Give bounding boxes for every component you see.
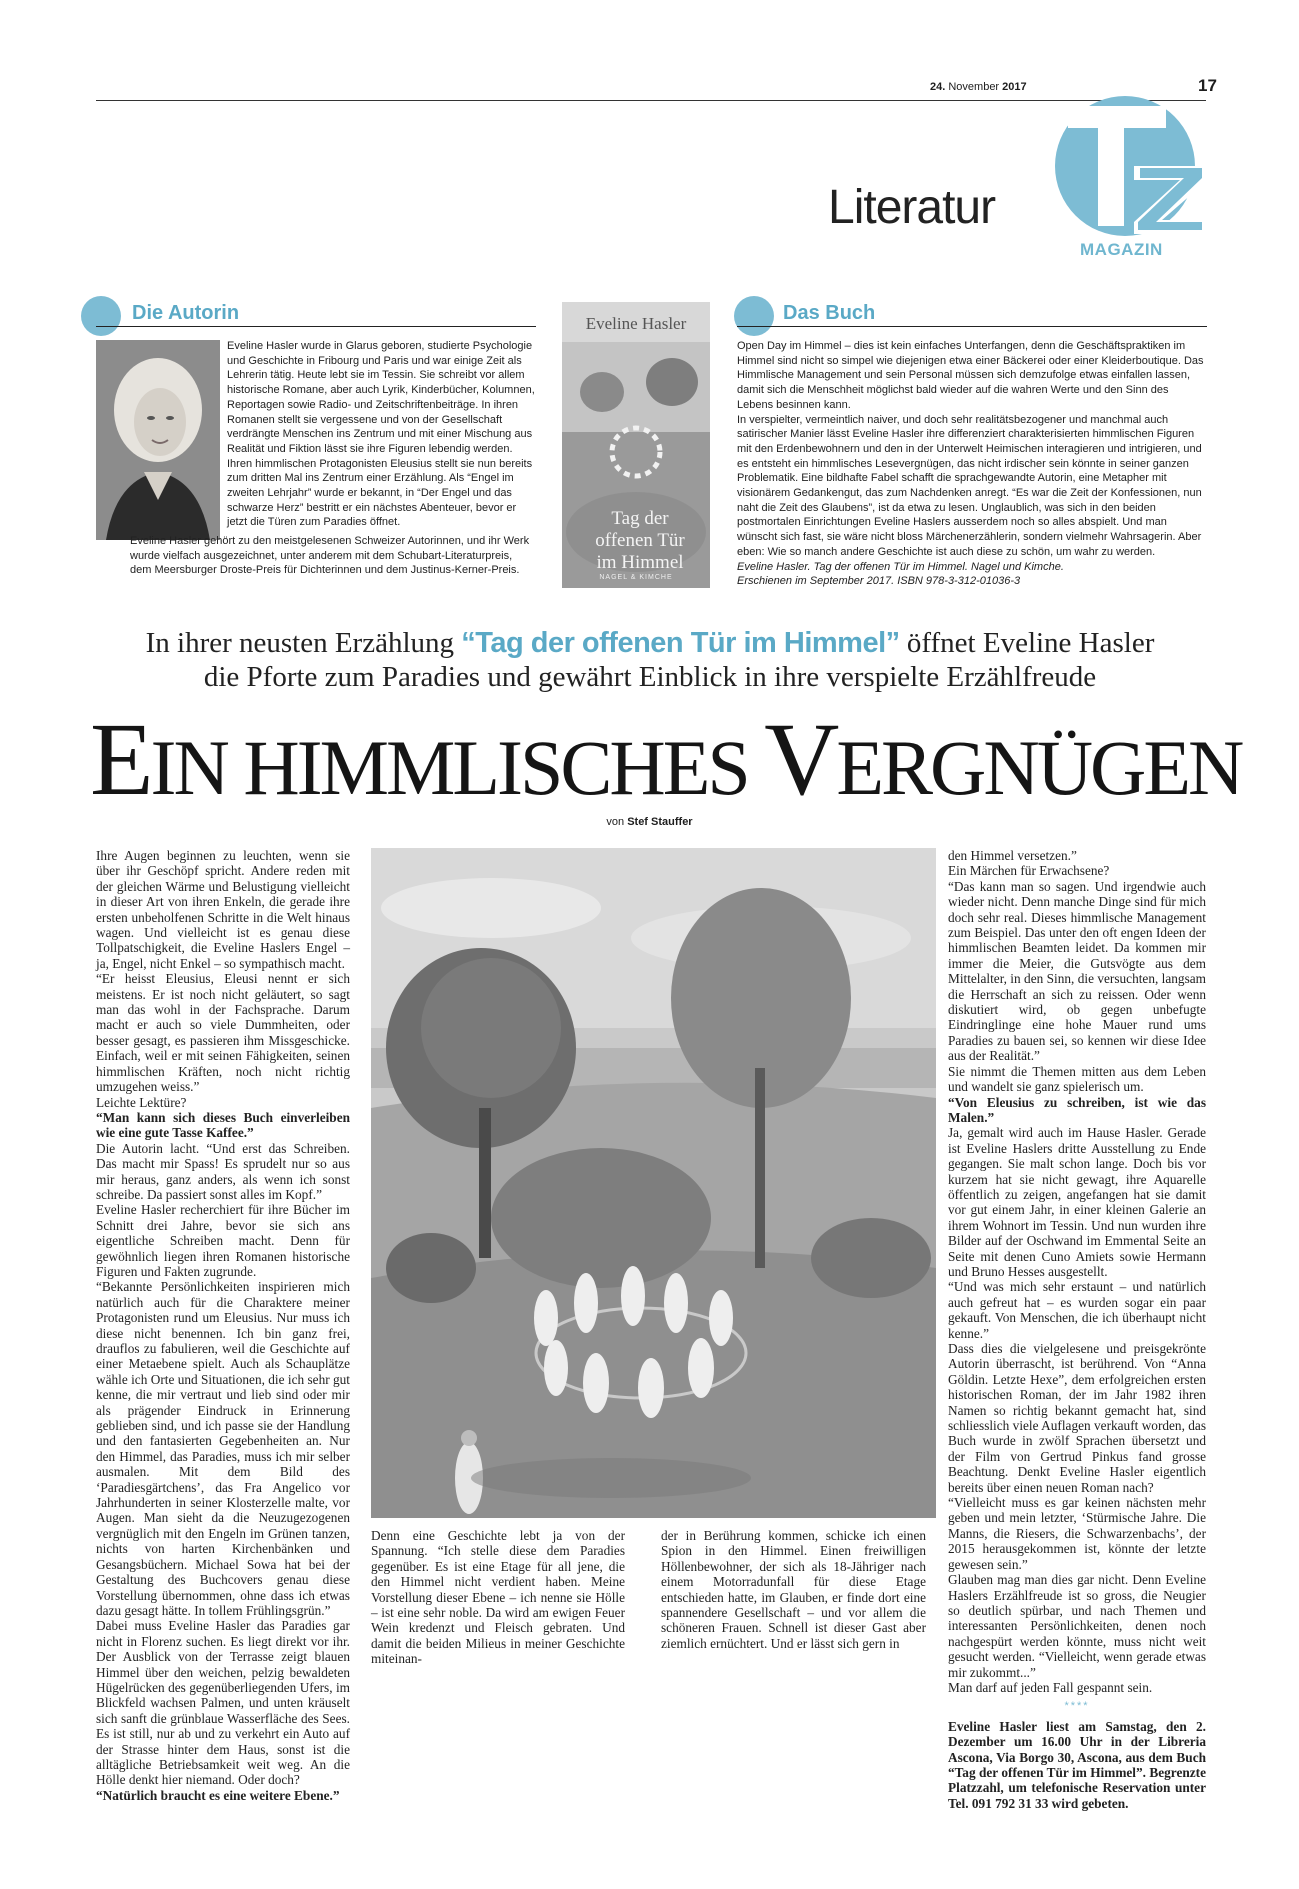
author-box-rule bbox=[96, 326, 536, 327]
paradise-painting bbox=[371, 848, 936, 1518]
book-cover-publisher: NAGEL & KIMCHE bbox=[599, 574, 673, 581]
section-title: Literatur bbox=[828, 181, 996, 234]
article-deck: In ihrer neusten Erzählung “Tag der offenen Tür im Himmel” öffnet Eveline Hasler die Pforte zum Paradies und gewährt Einblick in ihre verspielte Erzählfreude bbox=[145, 627, 1155, 693]
book-box-title: Das Buch bbox=[783, 302, 876, 324]
author-box-title: Die Autorin bbox=[132, 302, 240, 324]
article-headline: EIN HIMMLISCHES VERGNÜGEN bbox=[90, 702, 1242, 817]
issue-date: 24. November 2017 bbox=[930, 81, 1027, 93]
article-column-2: Denn eine Geschichte lebt ja von der Spannung. “Ich stelle diese dem Paradies gegenüber. Es ist eine Etage für all jene, die den Himmel nicht verdient haben. Meine Vorstellung dieser Ebene – ich nenne sie Hölle – ist eine sehr noble. Da wird am ewigen Feuer Wein kredenzt und Fleisch gebraten. Und damit die beiden Milieus in meiner Geschichte miteinan- bbox=[371, 1528, 625, 1667]
page-number: 17 bbox=[1198, 76, 1217, 95]
book-cover-author: Eveline Hasler bbox=[585, 314, 687, 333]
logo-magazin-label: MAGAZIN bbox=[1080, 240, 1163, 259]
article-column-3: der in Berührung kommen, schicke ich einen Spion in den Himmel. Einen freiwilligen Höllenbewohner, der sich als 18-Jähriger nach einem Motorradunfall für diese Etage entschieden hatte, im Glauben, er finde dort eine spannendere Gesellschaft – und vor allem die schöneren Frauen. Schnell ist dieser Gast aber ziemlich ernüchtert. Und er lässt sich gern in bbox=[661, 1528, 926, 1651]
section-stars: **** bbox=[1064, 1700, 1090, 1713]
article-column-4: den Himmel versetzen.” Ein Märchen für Erwachsene? “Das kann man so sagen. Und irgendwie auch wieder nicht. Denn manche Dinge sind für mich doch sehr real. Dieses himmlische Management zum Beispiel. Das unter den oft engen Ideen der himmlischen Beamten leidet. Da kommen mir immer die Meier, die Gutsvögte aus dem Mittelalter, in den Sinn, die versuchten, langsam die Herrschaft an sich zu reissen. Oder wenn diskutiert wird, ob gegen unbefugte Eindringlinge eine hohe Mauer rund ums Paradies zu bauen sei, so kennen wir diese Idee aus der Realität.” Sie nimmt die Themen mitten aus dem Leben und wandelt sie ganz spielerisch um. “Von Eleusius zu schreiben, ist wie das Malen.” Ja, gemalt wird auch im Hause Hasler. Gerade ist Eveline Haslers dritte Ausstellung zu Ende gegangen. Sie malt schon lange. Doch bis vor kurzem hat sie nicht gewagt, ihre Aquarelle öffentlich zu zeigen, angefangen hat sie damit vor gut einem Jahr, in einer kleinen Galerie an ihrem Wohnort im Tessin. Und nun wurden ihre Bilder auf der Oschwand im Emmental Seite an Seite mit denen Cuno Amiets sowie Hermann und Bruno Hesses ausgestellt. “Und was mich sehr erstaunt – und natürlich auch gefreut hat – es wurden sogar ein paar gekauft. Von Menschen, die ich überhaupt nicht kenne.” Dass dies die vielgelesene und preisgekrönte Autorin überrascht, ist berührend. Von “Anna Göldin. Letzte Hexe”, dem erfolgreichen ersten historischen Roman, der im Jahr 1982 ihren Namen so richtig bekannt gemacht hat, sind schliesslich viele Auflagen verkauft worden, das Buch wurde in zwölf Sprachen übersetzt und der Film von Gertrud Pinkus fand grosse Beachtung. Denkt Eveline Hasler eigentlich bereits über einen neuen Roman nach? “Vielleicht muss es gar keinen nächsten mehr geben und mein letzter, ‘Stürmische Jahre. Die Manns, die Riesers, die Schwarzenbachs’, der 2015 herausgekommen ist, könnte der letzte gewesen sein.” Glauben mag man dies gar nicht. Denn Eveline Haslers Erzählfreude ist so gross, die Neugier so deutlich spürbar, und nach Themen und interessanten Persönlichkeiten, denen noch nachgespürt werden könnte, muss nicht weit gesucht werden. “Vielleicht, wenn gerade etwas mir zukommt...” Man darf auf jeden Fall gespannt sein. **** Eveline Hasler liest am Samstag, den 2. Dezember um 16.00 Uhr in der Libreria Ascona, Via Borgo 30, Ascona, aus dem Buch “Tag der offenen Tür im Himmel”. Begrenzte Platzzahl, um telefonische Reservation unter Tel. 091 792 31 33 wird gebeten. bbox=[948, 848, 1206, 1811]
event-info: Eveline Hasler liest am Samstag, den 2. Dezember um 16.00 Uhr in der Libreria Ascona, Via Borgo 30, Ascona, aus dem Buch “Tag der offenen Tür im Himmel”. Begrenzte Platzzahl, um telefonische Reservation unter Tel. 091 792 31 33 wird gebeten. bbox=[948, 1718, 1206, 1811]
book-review-text: Open Day im Himmel – dies ist kein einfaches Unterfangen, denn die Geschäftspraktiken im Himmel sind nicht so simpel wie diejenigen etwa einer Bäckerei oder einer Kleiderboutique. Das Himmlische Management und sein Personal müssen sich demzufolge etwas einfallen lassen, damit sich die Menschheit möglichst bald wieder auf die wahren Werte und den Sinn des Lebens besinnen kann. In verspielter, vermeintlich naiver, und doch sehr realitätsbezogener und manchmal auch satirischer Manier lässt Eveline Hasler ihre differenziert charakterisierten himmlischen Figuren mit den Erdenbewohnern und den in der Unterwelt Heimischen interagieren und intrigieren, und es entsteht ein himmlisches Lesevergnügen, das nicht irdischer sein könnte in seiner ganzen Problematik. Eine bildhafte Fabel schafft die sprachgewandte Autorin, eine Metapher mit visionärem Gedankengut, das zum Nachdenken anregt. “Es war die Zeit der Konfessionen, nun naht die Zeit des Glaubens”, ist da etwa zu lesen. Unglaublich, was sich in den beiden postmortalen Einrichtungen Eveline Haslers ausserdem noch so alles abspielt. Und man wünscht sich fast, sie wäre nicht bloss Märchenerzählerin, sondern vielmehr Wahrsagerin. Aber eben: Wie so manch andere Geschichte ist auch diese zu schön, um wahr zu werden. Eveline Hasler. Tag der offenen Tür im Himmel. Nagel und Kimche. Erschienen im September 2017. ISBN 978-3-312-01036-3 bbox=[737, 340, 1204, 588]
author-photo bbox=[96, 340, 220, 540]
byline: von Stef Stauffer bbox=[606, 816, 693, 828]
section-marker-dot bbox=[81, 296, 121, 336]
author-bio-para-2: Eveline Hasler gehört zu den meistgelesenen Schweizer Autorinnen, und ihr Werk wurde vielfach ausgezeichnet, unter anderem mit dem Schubart-Literaturpreis, dem Meersburger Droste-Preis für Dichterinnen und dem Justinus-Kerner-Preis. bbox=[130, 535, 530, 577]
author-bio-para-1: Eveline Hasler wurde in Glarus geboren, studierte Psychologie und Geschichte in Fribourg und Paris und war einige Zeit als Lehrerin tätig. Heute lebt sie im Tessin. Sie schreibt vor allem historische Romane, aber auch Lyrik, Kinderbücher, Kolumnen, Reportagen sowie Radio- und Zeitschriftenbeiträge. In ihren Romanen stellt sie vergessene und von der Gesellschaft verdrängte Menschen ins Zentrum und mit einer Mischung aus Realität und Fiktion lässt sie ihre Figuren lebendig werden. Ihren himmlischen Protagonisten Eleusius stellt sie nun bereits zum dritten Mal ins Zentrum einer Erzählung. Als “Engel im zweiten Lehrjahr” wurde er bekannt, in “Der Engel und das schwarze Herz” bestritt er ein nächstes Abenteuer, bevor er jetzt die Türen zum Paradies öffnet. bbox=[227, 340, 535, 529]
tz-logo bbox=[1038, 88, 1213, 248]
book-box-rule bbox=[737, 326, 1207, 327]
book-cover-title: Tag der offenen Tür im Himmel bbox=[595, 508, 685, 573]
article-column-1: Ihre Augen beginnen zu leuchten, wenn sie über ihr Geschöpf spricht. Andere reden mit der gleichen Wärme und Belustigung vielleicht in dieser Art von ihren Enkeln, die gerade ihre ersten unbeholfenen Schritte in die Welt hinaus wagen. Und vielleicht ist es genau diese Tollpatschigkeit, die Eveline Haslers Engel – ja, Engel, nicht Enkel – so sympathisch macht. “Er heisst Eleusius, Eleusi nennt er sich meistens. Er ist noch nicht geläutert, so sagt man das wohl in der Fachsprache. Darum macht er auch so viele Dummheiten, oder besser gesagt, es passieren ihm Missgeschicke. Einfach, weil er mit seinen Fähigkeiten, seinen himmlischen Kräften, noch nicht richtig umzugehen weiss.” Leichte Lektüre? “Man kann sich dieses Buch einverleiben wie eine gute Tasse Kaffee.” Die Autorin lacht. “Und erst das Schreiben. Das macht mir Spass! Es sprudelt nur so aus mir heraus, ganz anders, als wenn ich sonst schreibe. Da passiert sonst alles im Kopf.” Eveline Hasler recherchiert für ihre Bücher im Schnitt drei Jahre, bevor sie sich ans eigentliche Schreiben macht. Denn für gewöhnlich liegen ihren Romanen historische Figuren und Fakten zugrunde. “Bekannte Persönlichkeiten inspirieren mich natürlich auch für die Charaktere meiner Protagonisten rund um Eleusius. Nur muss ich diese nicht benennen. Ich bin ganz frei, drauflos zu fabulieren, weil die Geschichte auf einer Metaebene spielt. Auch als Schauplätze wähle ich Orte und Situationen, die ich sehr gut kenne, die mir vertraut und lieb sind oder mir als prägender Eindruck in Erinnerung geblieben sind, und ich passe sie der Handlung und den fantasierten Gegebenheiten an. Nur den Himmel, das Paradies, muss ich mir selber ausmalen. Mit dem Bild des ‘Paradiesgärtchens’, das Fra Angelico vor Jahrhunderten in seiner Klosterzelle malte, vor Augen. Man sieht da die Neuzugezogenen vergnüglich mit den Engeln im Grünen tanzen, nichts von harten Kirchenbänken und Gesangsbüchern. Michael Sowa hat bei der Gestaltung des Buchcovers genau diese Vorstellung übernommen, ohne dass ich etwas dazu gesagt hätte. In tollem Frühlingsgrün.” Dabei muss Eveline Hasler das Paradies gar nicht in Florenz suchen. Es liegt direkt vor ihr. Der Ausblick von der Terrasse zeigt blauen Himmel über den weichen, pelzig bewaldeten Hügelrücken des gegenüberliegenden Ufers, im Blickfeld wachsen Palmen, und unten kräuselt sich sanft die grünblaue Wasserfläche des Sees. Es ist still, nur ab und zu verkehrt ein Auto auf der Strasse hinter dem Haus, sonst ist die alltägliche Betriebsamkeit weit weg. An die Hölle denkt hier niemand. Oder doch? “Natürlich braucht es eine weitere Ebene.” bbox=[96, 848, 350, 1803]
section-marker-dot bbox=[734, 296, 774, 336]
